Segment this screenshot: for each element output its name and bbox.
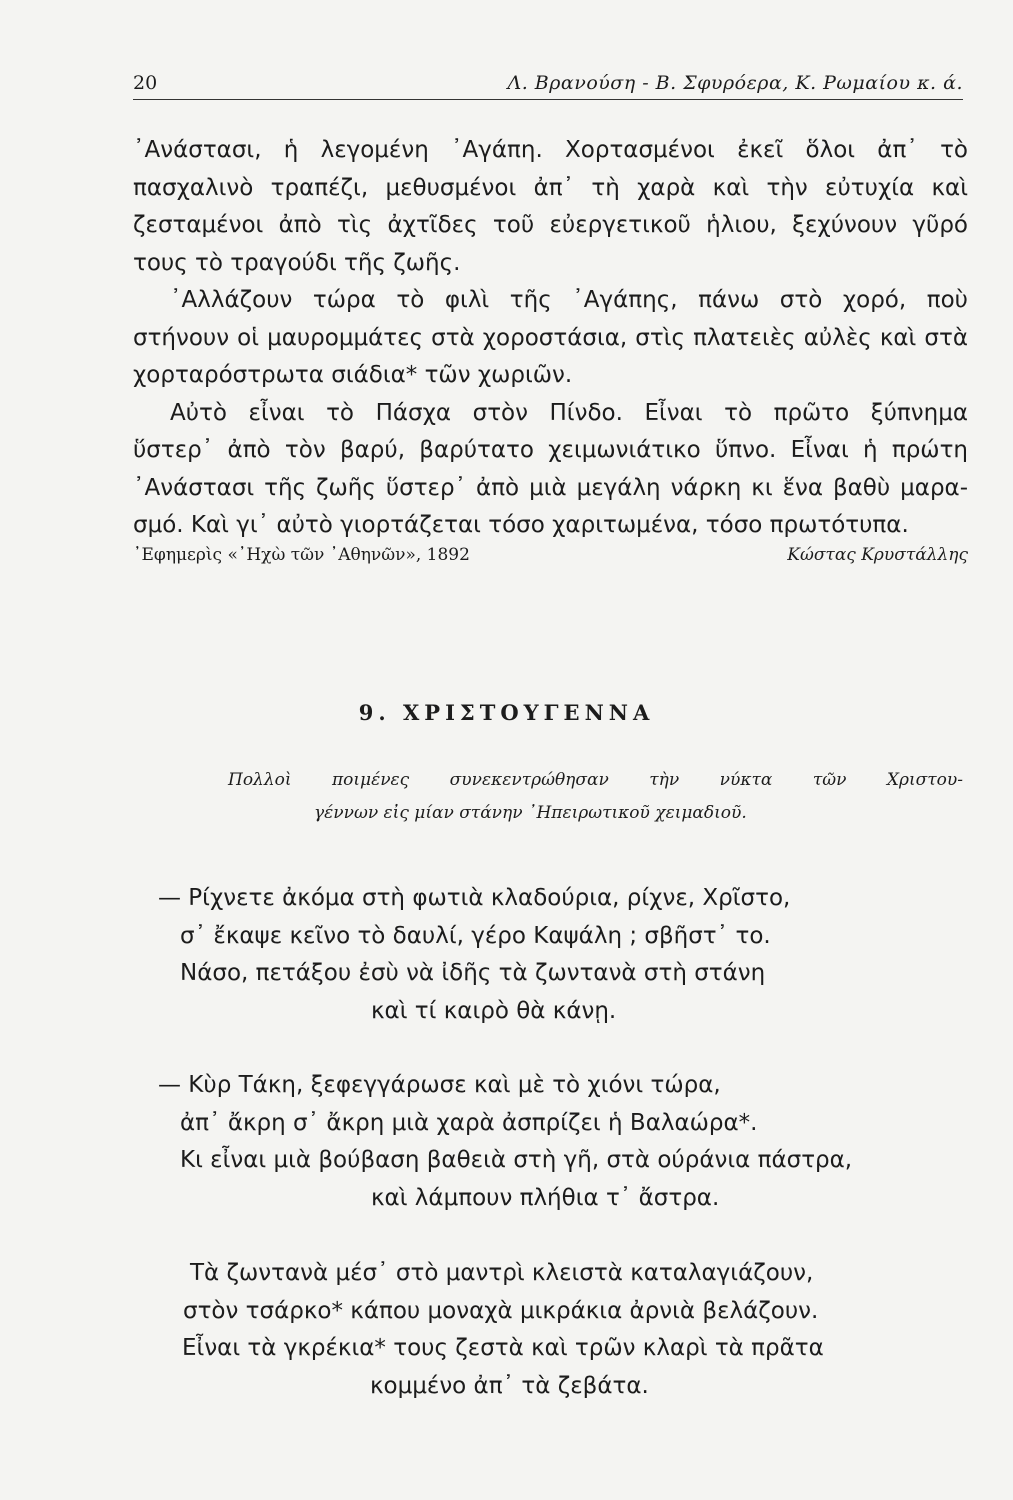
prose-line: ᾿Ανάστασι τῆς ζωῆς ὕστερ᾿ ἀπὸ μιὰ μεγάλη νάρκη κι ἕνα βαθὺ μαρα- bbox=[133, 474, 968, 501]
author-name: Κώστας Κρυστάλλης bbox=[787, 545, 968, 565]
poem-line: καὶ λάμπουν πλήθια τ᾿ ἄστρα. bbox=[371, 1184, 720, 1211]
prose-line: Αὐτὸ εἶναι τὸ Πάσχα στὸν Πίνδο. Εἶναι τὸ πρῶτο ξύπνημα bbox=[170, 399, 968, 426]
poem-stanza bbox=[140, 1067, 970, 1217]
poem-line: στὸν τσάρκο* κάπου μοναχὰ μικράκια ἀρνιὰ βελάζουν. bbox=[183, 1297, 819, 1324]
poem-line: ἀπ᾿ ἄκρη σ᾿ ἄκρη μιὰ χαρὰ ἀσπρίζει ἡ Βαλαώρα*. bbox=[180, 1109, 758, 1136]
page-header bbox=[133, 68, 963, 102]
poem-line: Τὰ ζωντανὰ μέσ᾿ στὸ μαντρὶ κλειστὰ καταλαγιάζουν, bbox=[190, 1260, 814, 1286]
section-title: 9. ΧΡΙΣΤΟΥΓΕΝΝΑ bbox=[358, 700, 655, 725]
prose-line: ζεσταμένοι ἀπὸ τὶς ἀχτῖδες τοῦ εὐεργετικοῦ ἡλιου, ξεχύνουν γῦρό bbox=[133, 212, 968, 238]
prose-text bbox=[133, 132, 968, 545]
poem-line: σ᾿ ἔκαψε κεῖνο τὸ δαυλί, γέρο Καψάλη ; σβῆστ᾿ το. bbox=[180, 922, 771, 949]
poem-stanza bbox=[140, 1255, 970, 1405]
citation-text: ᾿Εφημερὶς «᾿Ηχὼ τῶν ᾿Αθηνῶν», 1892 bbox=[133, 545, 470, 565]
section-intro bbox=[228, 764, 963, 830]
prose-line: ᾿Αλλάζουν τώρα τὸ φιλὶ τῆς ᾿Αγάπης, πάνω στὸ χορό, ποὺ bbox=[170, 287, 968, 313]
prose-line: τους τὸ τραγούδι τῆς ζωῆς. bbox=[133, 249, 461, 276]
poem-line: Νάσο, πετάξου ἐσὺ νὰ ἰδῆς τὰ ζωντανὰ στὴ στάνη bbox=[180, 960, 766, 986]
poem-line: — Ρίχνετε ἀκόμα στὴ φωτιὰ κλαδούρια, ρίχνε, Χρῖστο, bbox=[158, 885, 791, 911]
running-head: Λ. Βρανούση - Β. Σφυρόερα, Κ. Ρωμαίου κ. ά. bbox=[507, 72, 963, 94]
page-number: 20 bbox=[133, 72, 158, 94]
poem-line: — Κὺρ Τάκη, ξεφεγγάρωσε καὶ μὲ τὸ χιόνι τώρα, bbox=[158, 1072, 721, 1098]
prose-line: χορταρόστρωτα σιάδια* τῶν χωριῶν. bbox=[133, 362, 573, 388]
poem-line: Κι εἶναι μιὰ βούβαση βαθειὰ στὴ γῆ, στὰ ούράνια πάστρα, bbox=[180, 1147, 853, 1173]
poem-stanza bbox=[140, 880, 970, 1030]
prose-line: πασχαλινὸ τραπέζι, μεθυσμένοι ἀπ᾿ τὴ χαρὰ καὶ τὴν εὐτυχία καὶ bbox=[133, 174, 968, 201]
prose-line: σμό. Καὶ γι᾿ αὐτὸ γιορτάζεται τόσο χαριτωμένα, τόσο πρωτότυπα. bbox=[133, 512, 909, 538]
prose-line: στήνουν οἱ μαυρομμάτες στὰ χοροστάσια, στὶς πλατειὲς αὐλὲς καὶ στὰ bbox=[133, 324, 968, 351]
source-citation bbox=[133, 545, 968, 575]
intro-line: Πολλοὶ ποιμένες συνεκεντρώθησαν τὴν νύκτα τῶν Χριστου- bbox=[228, 770, 963, 790]
header-rule bbox=[133, 99, 963, 100]
poem-line: Εἶναι τὰ γκρέκια* τους ζεστὰ καὶ τρῶν κλαρὶ τὰ πρᾶτα bbox=[182, 1335, 824, 1361]
prose-line: ᾿Ανάστασι, ἡ λεγομένη ᾿Αγάπη. Χορτασμένοι ἐκεῖ ὅλοι ἀπ᾿ τὸ bbox=[133, 137, 968, 163]
intro-line: γέννων εἰς μίαν στάνην ᾿Ηπειρωτικοῦ χειμαδιοῦ. bbox=[314, 803, 747, 823]
poem-line: κομμένο ἀπ᾿ τὰ ζεβάτα. bbox=[370, 1372, 649, 1399]
poem-line: καὶ τί καιρὸ θὰ κάνῃ. bbox=[371, 997, 617, 1024]
prose-line: ὕστερ᾿ ἀπὸ τὸν βαρύ, βαρύτατο χειμωνιάτικο ὕπνο. Εἶναι ἡ πρώτη bbox=[133, 437, 968, 463]
